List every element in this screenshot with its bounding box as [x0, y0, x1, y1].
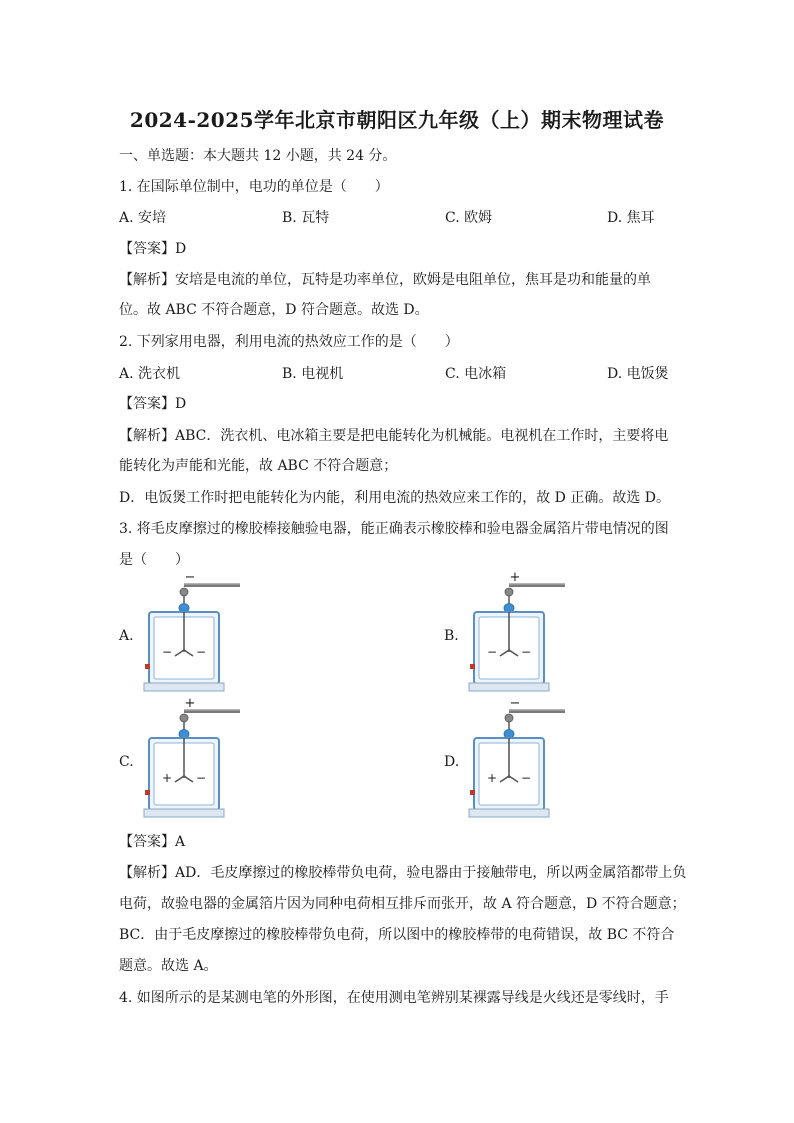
q1-analysis-line-2: 位。故 ABC 不符合题意，D 符合题意。故选 D。: [119, 302, 429, 318]
q2-stem: 2. 下列家用电器，利用电流的热效应工作的是（ ）: [119, 334, 459, 350]
left-leaf-charge: +: [486, 771, 498, 785]
rod-charge-sign: −: [509, 698, 521, 711]
q2-option-d: D. 电饭煲: [607, 366, 669, 382]
section-heading: 一、单选题：本大题共 12 小题，共 24 分。: [119, 148, 397, 164]
q3-stem-line-2: 是（ ）: [119, 552, 189, 568]
q2-analysis-line-3: D．电饭煲工作时把电能转化为内能，利用电流的热效应来工作的，故 D 正确。故选 D。: [119, 490, 671, 506]
q1-stem: 1. 在国际单位制中，电功的单位是（ ）: [119, 179, 389, 195]
right-leaf-charge: −: [520, 771, 532, 785]
jar-base: [144, 683, 224, 691]
left-leaf-charge: −: [486, 645, 498, 659]
metal-ball: [180, 714, 188, 722]
jar-base: [144, 809, 224, 817]
q1-analysis-line-1: 【解析】安培是电流的单位，瓦特是功率单位，欧姆是电阻单位，焦耳是功和能量的单: [119, 272, 651, 288]
right-leaf-charge: −: [195, 645, 207, 659]
right-leaf-charge: −: [520, 645, 532, 659]
metal-ball: [180, 588, 188, 596]
q2-analysis-line-1: 【解析】ABC．洗衣机、电冰箱主要是把电能转化为机械能。电视机在工作时，主要将电: [119, 428, 669, 444]
q1-option-d: D. 焦耳: [607, 210, 655, 226]
q4-stem-line-1: 4. 如图所示的是某测电笔的外形图，在使用测电笔辨别某裸露导线是火线还是零线时，手: [119, 990, 669, 1006]
q1-option-b: B. 瓦特: [282, 210, 330, 226]
electroscope-svg: [465, 572, 575, 697]
electroscope-figure-b: [465, 572, 575, 697]
electroscope-figure-a: [140, 572, 250, 697]
side-screw: [145, 664, 150, 669]
q3-analysis-line-1: 【解析】AD．毛皮摩擦过的橡胶棒带负电荷，验电器由于接触带电，所以两金属箔都带上负: [119, 865, 687, 881]
q3-stem-line-1: 3. 将毛皮摩擦过的橡胶棒接触验电器，能正确表示橡胶棒和验电器金属箔片带电情况的图: [119, 521, 669, 537]
side-screw: [470, 790, 475, 795]
q2-option-a: A. 洗衣机: [119, 366, 181, 382]
electroscope-figure-c: [140, 698, 250, 823]
q2-option-c: C. 电冰箱: [445, 366, 507, 382]
q3-analysis-line-4: 题意。故选 A。: [119, 958, 218, 974]
figure-a-label: A.: [119, 628, 134, 644]
metal-ball: [505, 588, 513, 596]
q2-option-b: B. 电视机: [282, 366, 344, 382]
rod-charge-sign: −: [184, 572, 196, 585]
q2-answer: 【答案】D: [119, 396, 187, 412]
rod-charge-sign: +: [184, 698, 196, 711]
figure-b-label: B.: [444, 628, 459, 644]
rod-charge-sign: +: [509, 572, 521, 585]
q1-option-c: C. 欧姆: [445, 210, 493, 226]
q1-option-a: A. 安培: [119, 210, 167, 226]
jar-base: [469, 683, 549, 691]
electroscope-figure-d: [465, 698, 575, 823]
electroscope-svg: [465, 698, 575, 823]
side-screw: [470, 664, 475, 669]
figure-d-label: D.: [444, 754, 460, 770]
q3-analysis-line-3: BC．由于毛皮摩擦过的橡胶棒带负电荷，所以图中的橡胶棒带的电荷错误，故 BC 不符合: [119, 927, 675, 943]
q1-answer: 【答案】D: [119, 241, 187, 257]
electroscope-svg: [140, 698, 250, 823]
figure-c-label: C.: [119, 754, 134, 770]
q2-analysis-line-2: 能转化为声能和光能，故 ABC 不符合题意；: [119, 458, 398, 474]
left-leaf-charge: +: [161, 771, 173, 785]
electroscope-svg: [140, 572, 250, 697]
side-screw: [145, 790, 150, 795]
page-title: 2024-2025学年北京市朝阳区九年级（上）期末物理试卷: [129, 108, 665, 132]
q3-analysis-line-2: 电荷，故验电器的金属箔片因为同种电荷相互排斥而张开，故 A 符合题意，D 不符合题意；: [119, 896, 686, 912]
q3-answer: 【答案】A: [119, 834, 186, 850]
jar-base: [469, 809, 549, 817]
right-leaf-charge: −: [195, 771, 207, 785]
left-leaf-charge: −: [161, 645, 173, 659]
metal-ball: [505, 714, 513, 722]
